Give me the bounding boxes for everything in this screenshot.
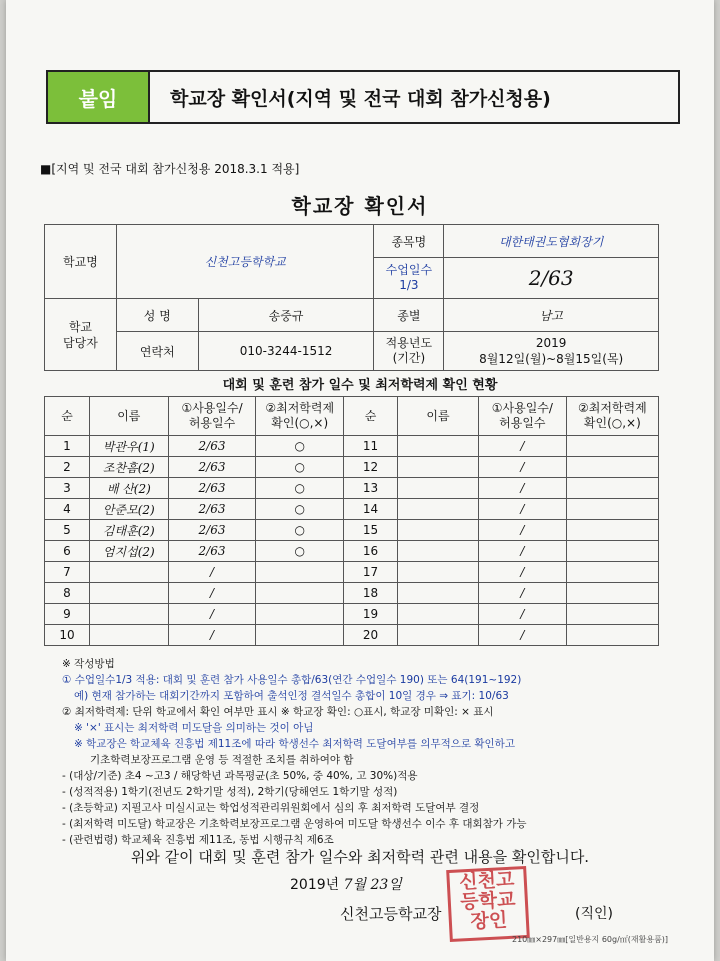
header-title: 학교장 확인서(지역 및 전국 대회 참가신청용) [170,87,551,110]
days-label-line1: 수업일수 [385,263,433,277]
left-row-1-no: 1 [45,436,90,457]
right-row-8-days: / [479,583,567,604]
left-row-6-name: 엄지섭(2) [89,541,168,562]
left-row-10-no: 10 [45,625,90,646]
left-row-3-check: ○ [256,478,344,499]
section-title: 대회 및 훈련 참가 일수 및 최저학력제 확인 현황 [222,378,498,393]
participant-table [44,396,659,646]
period-label-line2: (기간) [392,351,426,365]
left-row-8-check [256,583,344,604]
apply-note: ■[지역 및 전국 대회 참가신청용 2018.3.1 적용] [40,162,300,176]
document-page [6,0,714,961]
left-row-5-days: 2/63 [168,520,256,541]
contact-label: 연락처 [116,332,198,371]
method-line-10: - (최저학력 미도달) 학교장은 기초학력보장프로그램 운영하여 미도달 학생선수 이수 후 대회참가 가능 [62,818,527,830]
table-row [45,541,659,562]
header-min-line1: ②최저학력제 [265,401,335,415]
left-row-5-name: 김태훈(2) [89,520,168,541]
header-name-right: 이름 [398,397,479,436]
left-row-6-days: 2/63 [168,541,256,562]
left-row-5-no: 5 [45,520,90,541]
header-min-right-line1: ②최저학력제 [577,401,647,415]
right-row-10-check [566,625,658,646]
left-row-8-name [89,583,168,604]
date-month: 7월 [343,877,367,893]
header-days-line2: 허용일수 [188,416,236,430]
header-no-right: 순 [344,397,398,436]
seal-label: (직인) [575,906,613,922]
left-row-9-name [89,604,168,625]
header-name: 이름 [89,397,168,436]
right-row-7-no: 17 [344,562,398,583]
left-row-1-days: 2/63 [168,436,256,457]
right-row-4-check [566,499,658,520]
right-row-3-no: 13 [344,478,398,499]
left-row-2-check: ○ [256,457,344,478]
right-row-6-no: 16 [344,541,398,562]
left-row-6-check: ○ [256,541,344,562]
contact-value: 010-3244-1512 [198,332,374,371]
right-row-1-no: 11 [344,436,398,457]
left-row-9-check [256,604,344,625]
type-label: 종별 [374,299,444,332]
table-row [45,478,659,499]
method-line-11: - (관련법령) 학교체육 진흥법 제11조, 동법 시행규칙 제6조 [62,834,334,846]
days-value: 2/63 [444,258,659,299]
right-row-5-name [398,520,479,541]
right-row-2-name [398,457,479,478]
left-row-4-name: 안준모(2) [89,499,168,520]
method-title: ※ 작성방법 [62,658,115,670]
right-row-6-check [566,541,658,562]
method-line-7: - (대상/기준) 초4 ~고3 / 해당학년 과목평균(초 50%, 중 40%, 고 30%)적용 [62,770,418,782]
left-row-4-check: ○ [256,499,344,520]
right-row-10-name [398,625,479,646]
principal-name: 신천고등학교장 [340,905,442,923]
method-line-9: - (초등학교) 지필고사 미실시교는 학업성적관리위원회에서 심의 후 최저학력 도달여부 결정 [62,802,480,814]
school-label: 학교명 [45,225,117,299]
table-row [45,520,659,541]
event-value: 대한태권도협회장기 [444,225,659,258]
info-table [44,224,659,371]
right-row-10-no: 20 [344,625,398,646]
left-row-6-no: 6 [45,541,90,562]
right-row-3-check [566,478,658,499]
table-row [45,457,659,478]
left-row-9-days: / [168,604,256,625]
right-row-7-check [566,562,658,583]
header-no: 순 [45,397,90,436]
header-min-line2: 확인(○,×) [271,416,329,430]
event-label: 종목명 [374,225,444,258]
teacher-label-line2: 담당자 [63,335,98,350]
teacher-label-line1: 학교 [68,319,93,334]
left-row-3-days: 2/63 [168,478,256,499]
left-row-3-name: 배 산(2) [89,478,168,499]
school-value: 신천고등학학교 [116,225,374,299]
right-row-1-days: / [479,436,567,457]
method-line-2: 예) 현재 참가하는 대회기간까지 포함하여 출석인정 결석일수 총합이 10일 경우 ⇒ 표기: 10/63 [74,690,509,702]
writing-instructions [62,656,662,848]
date-year: 2019년 [290,877,340,893]
paper-spec: 210㎜×297㎜[일반용지 60g/㎡(재활용품)] [512,935,669,944]
table-row [45,499,659,520]
right-row-1-check [566,436,658,457]
right-row-3-days: / [479,478,567,499]
header-min-right-line2: 확인(○,×) [583,416,641,430]
left-row-2-days: 2/63 [168,457,256,478]
confirm-statement: 위와 같이 대회 및 훈련 참가 일수와 최저학력 관련 내용을 확인합니다. [130,848,590,866]
right-row-4-name [398,499,479,520]
right-row-7-days: / [479,562,567,583]
table-row [45,562,659,583]
seal-line-1: 신천고 [458,868,515,894]
right-row-3-name [398,478,479,499]
right-row-1-name [398,436,479,457]
header-days-right-line2: 허용일수 [499,416,546,430]
left-row-7-name [89,562,168,583]
left-row-7-days: / [168,562,256,583]
left-row-5-check: ○ [256,520,344,541]
official-seal [446,866,530,942]
name-value: 송중규 [198,299,374,332]
left-row-3-no: 3 [45,478,90,499]
left-row-8-no: 8 [45,583,90,604]
right-row-9-no: 19 [344,604,398,625]
left-row-4-no: 4 [45,499,90,520]
right-row-8-name [398,583,479,604]
right-row-8-no: 18 [344,583,398,604]
left-row-9-no: 9 [45,604,90,625]
left-row-10-days: / [168,625,256,646]
method-line-4: ※ '×' 표시는 최저학력 미도달을 의미하는 것이 아님 [74,722,314,734]
left-row-7-no: 7 [45,562,90,583]
right-row-7-name [398,562,479,583]
left-row-10-check [256,625,344,646]
seal-line-3: 장인 [469,909,508,933]
document-title: 학교장 확인서 [291,194,429,218]
right-row-8-check [566,583,658,604]
table-row [45,604,659,625]
method-line-6: 기초학력보장프로그램 운영 등 적절한 조치를 취하여야 함 [90,754,354,766]
days-label-line2: 1/3 [399,278,419,292]
right-row-9-check [566,604,658,625]
right-row-4-days: / [479,499,567,520]
left-row-7-check [256,562,344,583]
method-line-1: ① 수업일수1/3 적용: 대회 및 훈련 참가 사용일수 총합/63(연간 수업일수 190) 또는 64(191~192) [62,674,522,686]
left-row-4-days: 2/63 [168,499,256,520]
left-row-1-check: ○ [256,436,344,457]
header-days-line1: ①사용일수/ [181,401,243,415]
right-row-6-days: / [479,541,567,562]
period-year: 2019 [535,336,567,350]
type-value: 남고 [444,299,659,332]
left-row-10-name [89,625,168,646]
period-dates: 8월12일(월)~8월15일(목) [479,352,624,366]
issue-date [290,874,402,894]
table-row [45,625,659,646]
method-line-8: - (성적적용) 1학기(전년도 2학기말 성적), 2학기(당해연도 1학기말 성적) [62,786,398,798]
right-row-2-check [566,457,658,478]
left-row-8-days: / [168,583,256,604]
right-row-5-days: / [479,520,567,541]
right-row-2-no: 12 [344,457,398,478]
header-days-right-line1: ①사용일수/ [491,401,553,415]
right-row-6-name [398,541,479,562]
table-row [45,583,659,604]
right-row-10-days: / [479,625,567,646]
attachment-header [46,70,680,124]
right-row-4-no: 14 [344,499,398,520]
left-row-2-no: 2 [45,457,90,478]
table-row [45,436,659,457]
right-row-2-days: / [479,457,567,478]
period-label-line1: 적용년도 [385,336,433,350]
date-day: 23일 [370,877,402,893]
right-row-5-check [566,520,658,541]
seal-line-2: 등학교 [459,888,516,914]
name-label: 성 명 [116,299,198,332]
method-line-3: ② 최저학력제: 단위 학교에서 확인 여부만 표시 ※ 학교장 확인: ○표시, 학교장 미확인: × 표시 [62,706,494,718]
right-row-9-name [398,604,479,625]
left-row-2-name: 조찬흠(2) [89,457,168,478]
left-row-1-name: 박관우(1) [89,436,168,457]
right-row-9-days: / [479,604,567,625]
attachment-badge: 붙임 [48,72,150,122]
right-row-5-no: 15 [344,520,398,541]
method-line-5: ※ 학교장은 학교체육 진흥법 제11조에 따라 학생선수 최저학력 도달여부를 의무적으로 확인하고 [74,738,515,750]
